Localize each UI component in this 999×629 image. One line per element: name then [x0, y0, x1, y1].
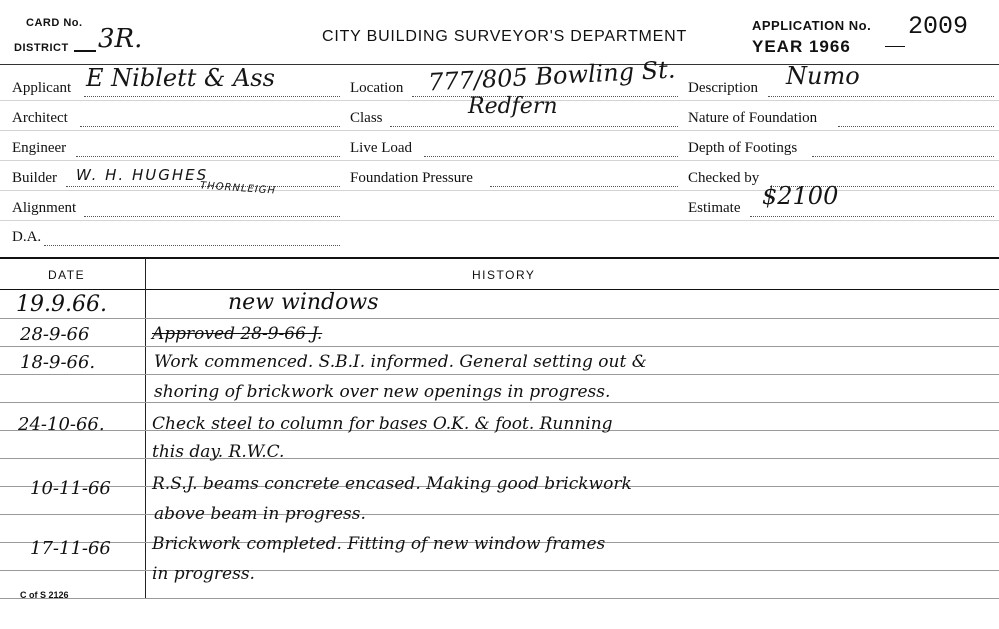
applicant-label: Applicant [12, 80, 72, 96]
history-rule [0, 514, 999, 515]
location-value: 777/805 Bowling St. [427, 55, 677, 97]
history-rule [0, 570, 999, 571]
applicant-value: E Niblett & Ass [86, 64, 275, 92]
estimate-value: $2100 [762, 182, 839, 210]
history-date: 19.9.66. [16, 292, 107, 317]
engineer-line [76, 156, 340, 157]
architect-label: Architect [12, 110, 68, 126]
nature-of-foundation-line [838, 126, 994, 127]
estimate-line [750, 216, 994, 217]
history-rule [0, 598, 999, 599]
district-value: 3R. [98, 24, 143, 54]
history-entry-line: above beam in progress. [154, 504, 366, 524]
builder-value: W. H. HUGHES [76, 166, 209, 184]
history-entry-line: in progress. [152, 564, 255, 584]
builder-suburb-value: THORNLEIGH [199, 180, 277, 197]
history-entry-line: shoring of brickwork over new openings in progress. [154, 382, 611, 402]
history-date: 10-11-66 [30, 478, 111, 499]
history-entry-line: Check steel to column for bases O.K. & foot. Running [152, 414, 613, 434]
da-label: D.A. [12, 229, 42, 245]
description-label: Description [688, 80, 758, 96]
foundation-pressure-label: Foundation Pressure [350, 170, 473, 186]
history-rule [0, 458, 999, 459]
depth-of-footings-line [812, 156, 994, 157]
location-label: Location [350, 80, 404, 96]
date-column-divider [145, 258, 146, 598]
description-line [768, 96, 994, 97]
history-date: 18-9-66. [20, 352, 96, 373]
alignment-label: Alignment [12, 200, 77, 216]
history-date: 24-10-66. [18, 414, 105, 435]
ruled-line [0, 130, 999, 131]
history-column-header: HISTORY [472, 268, 536, 282]
history-rule [0, 318, 999, 319]
alignment-line [84, 216, 340, 217]
year-underline [885, 46, 905, 47]
year-label: YEAR 1966 [752, 37, 851, 56]
ruled-line [0, 160, 999, 161]
class-line [390, 126, 678, 127]
foundation-pressure-line [490, 186, 678, 187]
form-code: C of S 2126 [20, 590, 69, 600]
class-label: Class [350, 110, 383, 126]
application-no-label: APPLICATION No. [752, 18, 872, 33]
nature-of-foundation-label: Nature of Foundation [688, 110, 818, 126]
history-header-border [0, 289, 999, 290]
application-no-value: 2009 [908, 12, 969, 41]
district-underline [74, 50, 96, 52]
history-date: 28-9-66 [20, 324, 90, 345]
history-entry-line: this day. R.W.C. [152, 442, 285, 462]
checked-by-label: Checked by [688, 170, 760, 186]
da-line [44, 245, 340, 246]
history-entry-line: Work commenced. S.B.I. informed. General setting out & [154, 352, 647, 372]
date-column-header: DATE [48, 268, 86, 282]
department-title: CITY BUILDING SURVEYOR'S DEPARTMENT [322, 28, 688, 45]
history-entry-line: Brickwork completed. Fitting of new window frames [152, 534, 606, 554]
builder-label: Builder [12, 170, 57, 186]
district-label: DISTRICT [14, 42, 69, 54]
ruled-line [0, 190, 999, 191]
history-rule [0, 374, 999, 375]
live-load-label: Live Load [350, 140, 413, 156]
description-value: Numo [786, 62, 860, 90]
card-no-label: CARD No. [26, 17, 83, 29]
history-entry-line: Approved 28-9-66 J. [152, 324, 323, 344]
history-entry-line: new windows [228, 290, 379, 315]
live-load-line [424, 156, 678, 157]
architect-line [80, 126, 340, 127]
history-date: 17-11-66 [30, 538, 111, 559]
ruled-line [0, 220, 999, 221]
history-rule [0, 346, 999, 347]
applicant-line [84, 96, 340, 97]
history-entry-line: R.S.J. beams concrete encased. Making good brickwork [152, 474, 632, 494]
estimate-label: Estimate [688, 200, 741, 216]
history-rule [0, 402, 999, 403]
depth-of-footings-label: Depth of Footings [688, 140, 798, 156]
location-suburb-value: Redfern [468, 94, 558, 119]
history-top-border [0, 257, 999, 259]
engineer-label: Engineer [12, 140, 67, 156]
